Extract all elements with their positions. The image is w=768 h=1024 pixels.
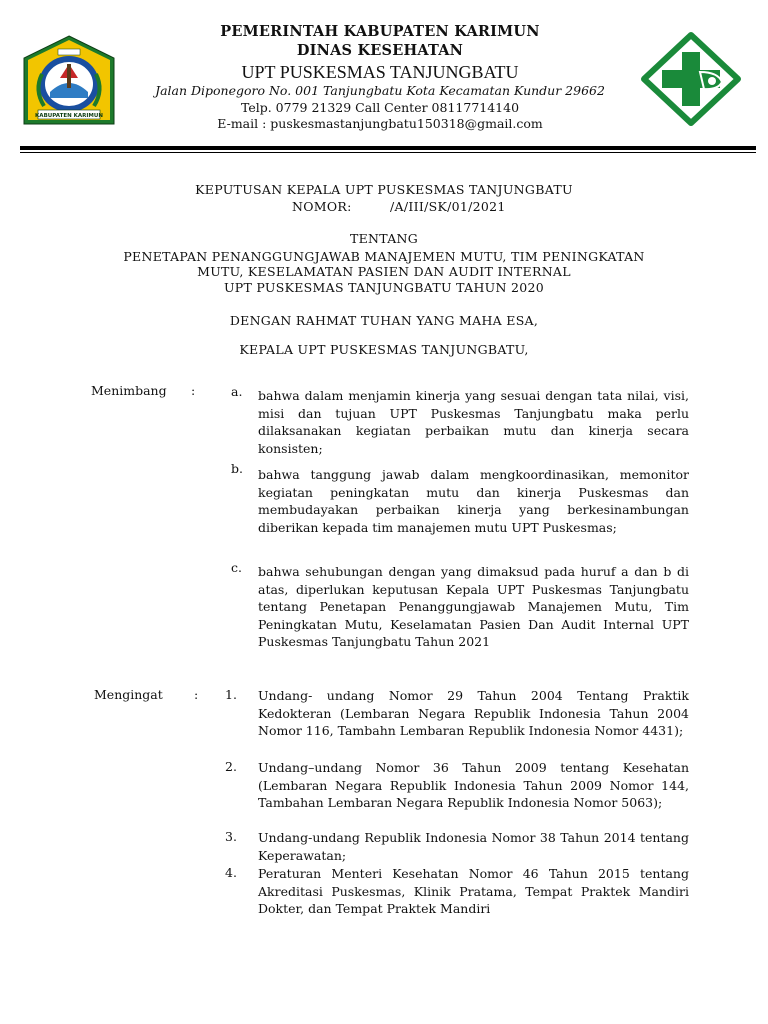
menimbang-item-marker: b. — [231, 461, 243, 476]
decree-subject-line: UPT PUSKESMAS TANJUNGBATU TAHUN 2020 — [223, 280, 545, 295]
mengingat-item-marker: 3. — [225, 829, 237, 844]
menimbang-item-marker: c. — [231, 560, 242, 575]
emblem-caption: KABUPATEN KARIMUN — [35, 113, 103, 119]
mengingat-label: Mengingat — [94, 687, 163, 702]
mengingat-item-text: Peraturan Menteri Kesehatan Nomor 46 Tahun 2015 tentang Akreditasi Puskesmas, Klinik Pratama, Tempat Praktek Mandiri Dokter, dan Tempat Praktek Mandiri — [258, 866, 689, 917]
letterhead-divider-thick — [20, 146, 756, 150]
letterhead-institution: UPT PUSKESMAS TANJUNGBATU — [241, 62, 519, 82]
decree-number-label: NOMOR: — [292, 199, 352, 214]
letterhead-department: DINAS KESEHATAN — [296, 42, 464, 59]
mengingat-item-text: Undang–undang Nomor 36 Tahun 2009 tentang Kesehatan (Lembaran Negara Republik Indonesia Tahun 2009 Nomor 144, Tambahan Lembaran Negara Republik Indonesia Nomor 5063); — [258, 760, 689, 811]
letterhead-divider-thin — [20, 152, 756, 153]
letterhead-email: E-mail : puskesmastanjungbatu150318@gmail.com — [217, 116, 543, 131]
kabupaten-karimun-emblem-icon — [20, 34, 118, 126]
decree-number-value: /A/III/SK/01/2021 — [390, 199, 506, 214]
menimbang-label: Menimbang — [91, 383, 167, 398]
mengingat-item-marker: 2. — [225, 759, 237, 774]
decree-subject-line: MUTU, KESELAMATAN PASIEN DAN AUDIT INTERNAL — [197, 264, 571, 279]
decree-subject-line: PENETAPAN PENANGGUNGJAWAB MANAJEMEN MUTU, TIM PENINGKATAN — [123, 249, 645, 264]
menimbang-item-marker: a. — [231, 384, 243, 399]
letterhead-address: Jalan Diponegoro No. 001 Tanjungbatu Kota Kecamatan Kundur 29662 — [155, 83, 605, 98]
decree-blessing: DENGAN RAHMAT TUHAN YANG MAHA ESA, — [229, 313, 539, 328]
mengingat-item-text: Undang-undang Republik Indonesia Nomor 38 Tahun 2014 tentang Keperawatan; — [258, 830, 689, 863]
menimbang-colon: : — [191, 383, 196, 398]
letterhead-phone: Telp. 0779 21329 Call Center 08117714140 — [240, 100, 520, 115]
letterhead-government: PEMERINTAH KABUPATEN KARIMUN — [220, 23, 540, 40]
menimbang-item-text: bahwa dalam menjamin kinerja yang sesuai dengan tata nilai, visi, misi dan tujuan UPT Puskesmas Tanjungbatu maka perlu dilaksanakan kegiatan perbaikan mutu dan kinerja secara konsisten; — [258, 388, 689, 456]
mengingat-item-marker: 1. — [225, 687, 237, 702]
mengingat-colon: : — [194, 687, 199, 702]
menimbang-item-text: bahwa sehubungan dengan yang dimaksud pada huruf a dan b di atas, diperlukan keputusan Kepala UPT Puskesmas Tanjungbatu tentang Penetapan Penanggungjawab Manajemen Mutu, Tim Peningkatan Mutu, Keselamatan Pasien Dan Audit Internal UPT Puskesmas Tanjungbatu Tahun 2021 — [258, 564, 689, 650]
menimbang-item-text: bahwa tanggung jawab dalam mengkoordinasikan, memonitor kegiatan peningkatan mutu dan kinerja Puskesmas dan membudayakan perbaikan kinerja yang berkesinambungan diberikan kepada tim manajemen mutu UPT Puskesmas; — [258, 467, 689, 535]
decree-authority: KEPALA UPT PUSKESMAS TANJUNGBATU, — [239, 342, 529, 357]
decree-title: KEPUTUSAN KEPALA UPT PUSKESMAS TANJUNGBATU — [195, 182, 573, 197]
mengingat-item-marker: 4. — [225, 865, 237, 880]
decree-tentang: TENTANG — [349, 231, 419, 246]
puskesmas-cross-logo-icon — [638, 32, 744, 126]
mengingat-item-text: Undang- undang Nomor 29 Tahun 2004 Tentang Praktik Kedokteran (Lembaran Negara Republik Indonesia Tahun 2004 Nomor 116, Tambahn Lembaran Republik Indonesia Nomor 4431); — [258, 688, 689, 739]
